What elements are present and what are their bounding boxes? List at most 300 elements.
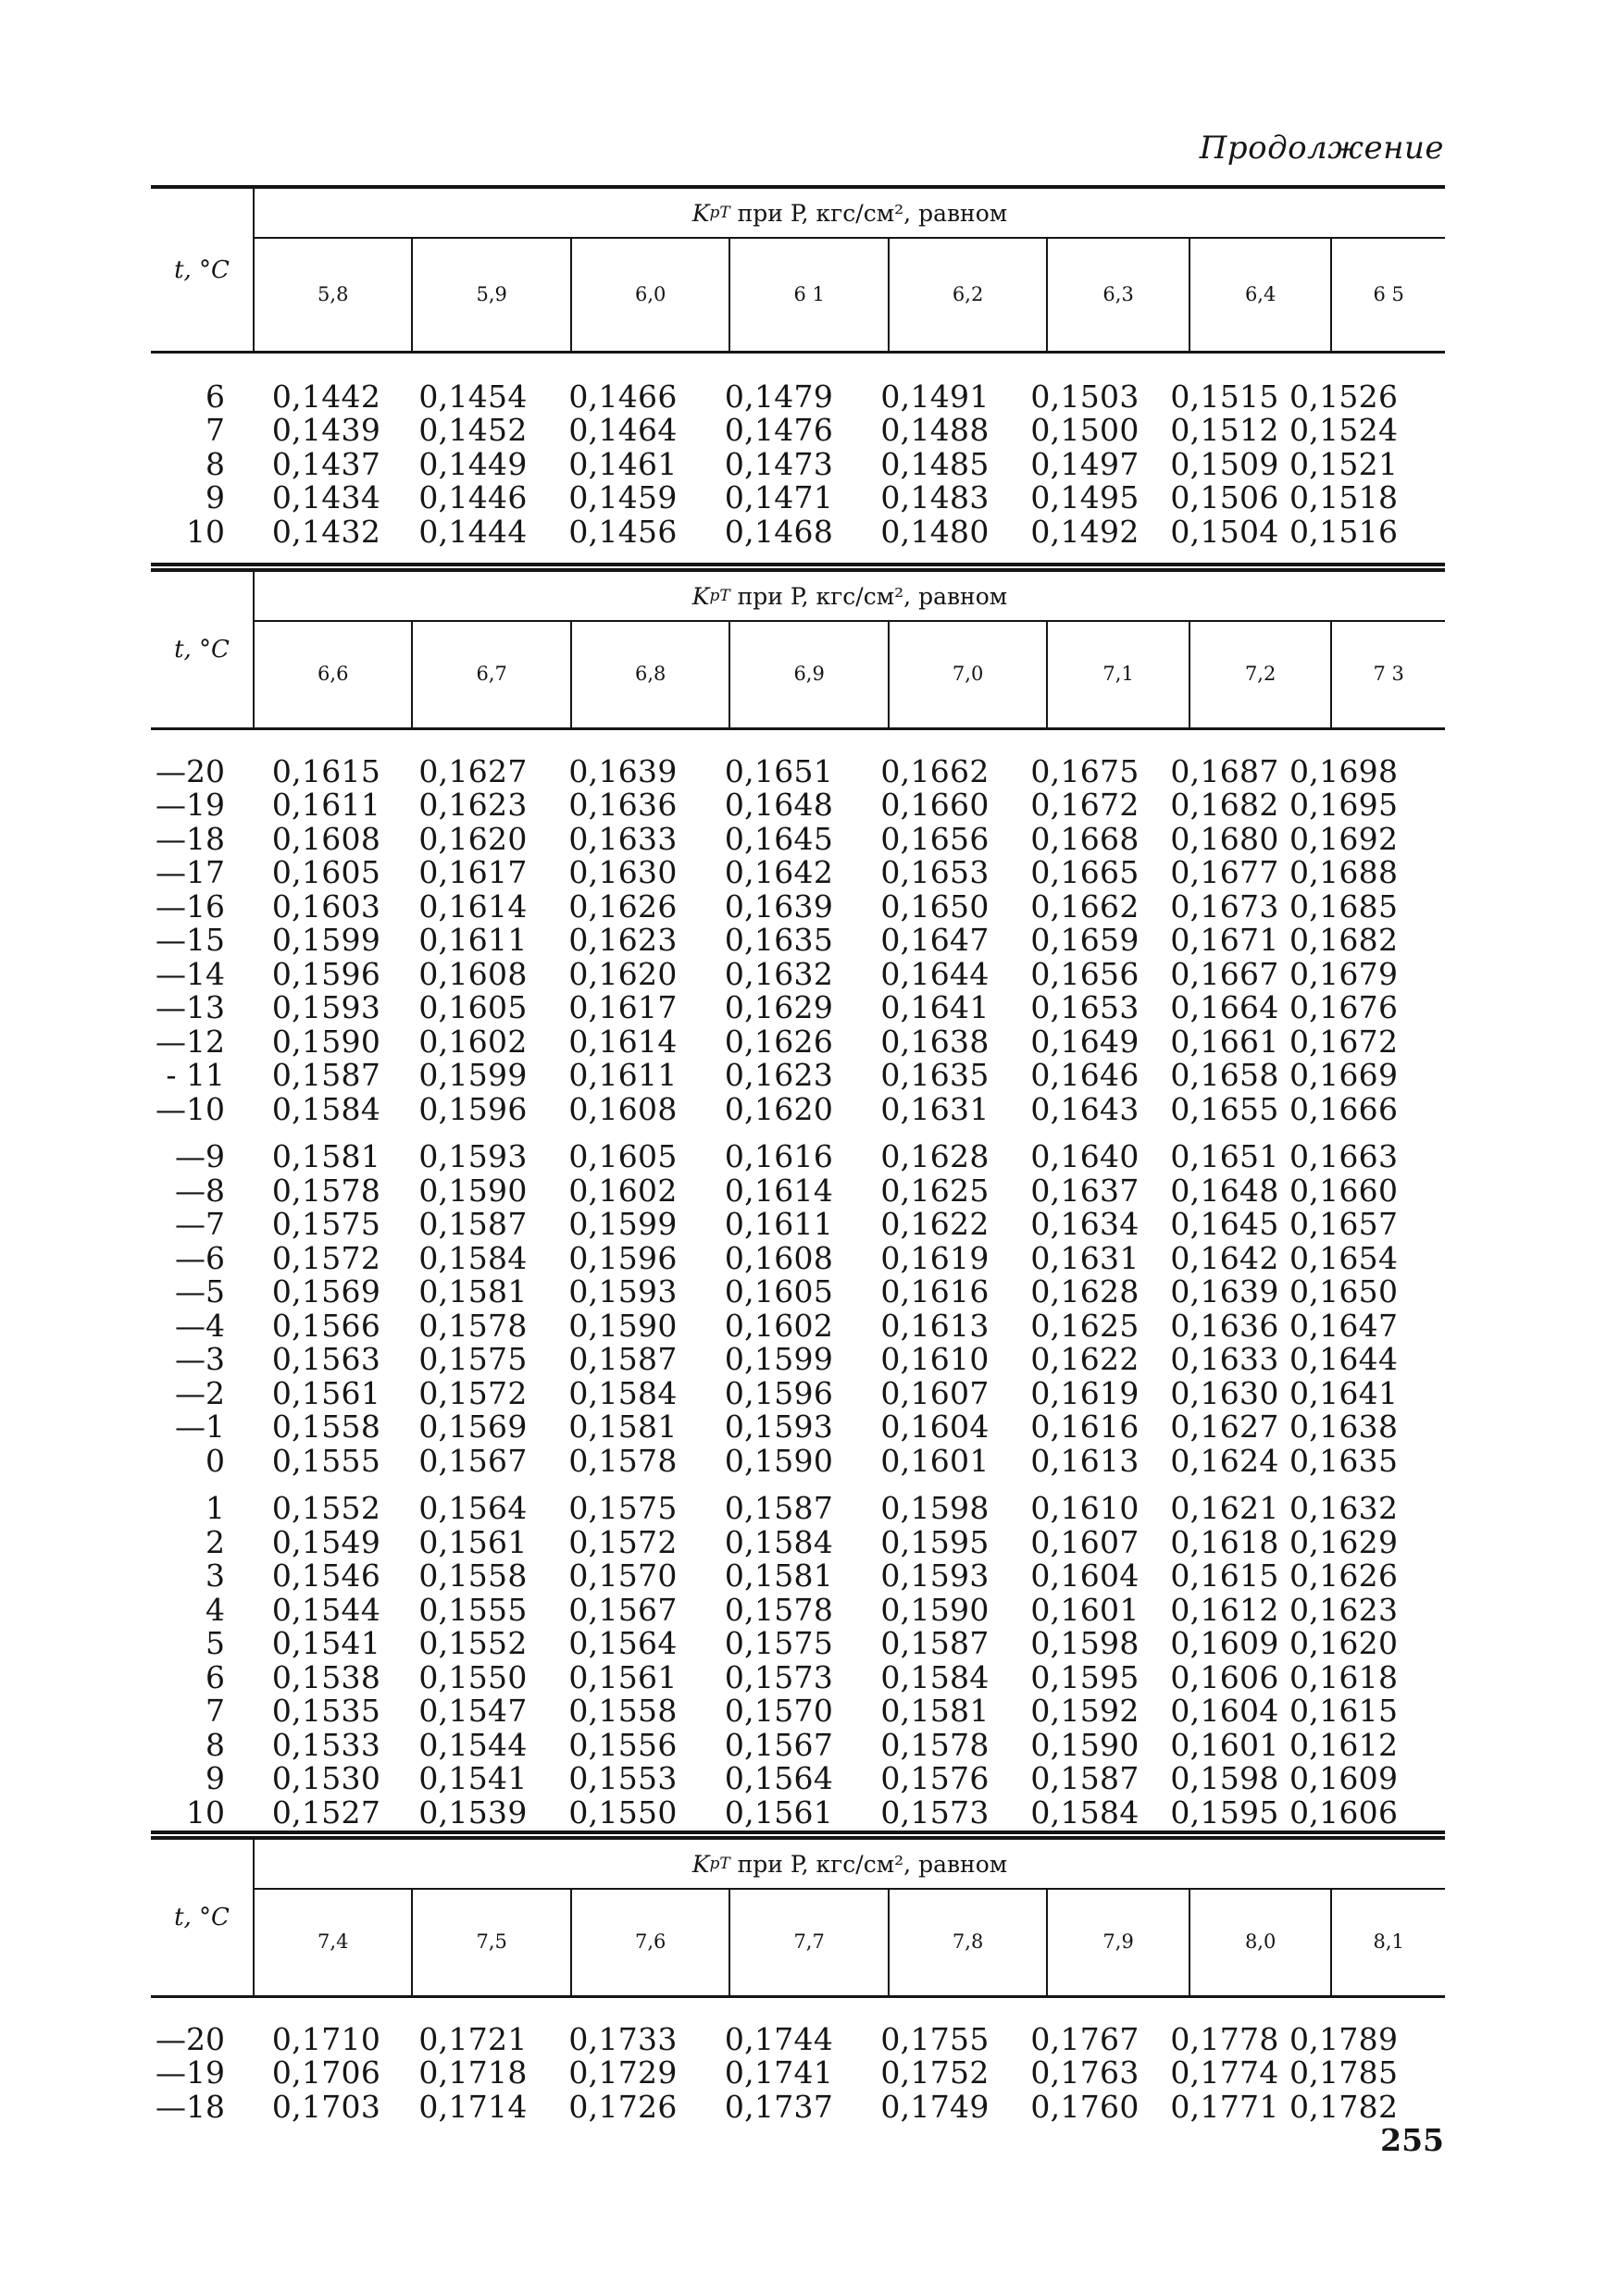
value-cell: 0,1512 [1170,412,1279,449]
table-row [151,788,1445,823]
temperature-cell: 6 [205,378,225,415]
value-cell: 0,1581 [724,1558,834,1595]
value-cell: 0,1578 [568,1442,678,1479]
value-cell: 0,1710 [271,2020,381,2057]
value-cell: 0,1550 [568,1793,678,1831]
value-cell: 0,1527 [271,1793,381,1831]
value-cell: 0,1604 [1170,1693,1279,1730]
value-cell: 0,1578 [418,1307,528,1344]
value-cell: 0,1497 [1030,445,1140,482]
temperature-cell: —5 [175,1273,225,1310]
temperature-cell: —19 [156,2054,225,2091]
temperature-cell: 7 [205,412,225,449]
value-cell: 0,1685 [1289,887,1399,925]
value-cell: 0,1434 [271,479,381,516]
value-cell: 0,1593 [271,989,381,1026]
value-cell: 0,1564 [724,1760,834,1797]
value-cell: 0,1578 [271,1172,381,1209]
value-cell: 0,1656 [1030,955,1140,992]
value-cell: 0,1606 [1170,1658,1279,1695]
value-cell: 0,1471 [724,479,834,516]
temperature-cell: —13 [156,989,225,1026]
value-cell: 0,1633 [1170,1341,1279,1378]
value-cell: 0,1558 [271,1409,381,1446]
table-row [151,1024,1445,1059]
value-cell: 0,1638 [880,1023,990,1060]
value-cell: 0,1688 [1289,854,1399,891]
value-cell: 0,1622 [880,1206,990,1243]
value-cell: 0,1518 [1289,479,1399,516]
table-row [151,1593,1445,1627]
value-cell: 0,1636 [1170,1307,1279,1344]
value-cell: 0,1570 [568,1558,678,1595]
value-cell: 0,1744 [724,2020,834,2057]
value-cell: 0,1564 [568,1625,678,1662]
value-cell: 0,1631 [880,1090,990,1127]
pressure-column-header: 6,0 [572,237,730,351]
value-cell: 0,1601 [1030,1591,1140,1628]
value-cell: 0,1590 [880,1591,990,1628]
temperature-cell: 0 [205,1442,225,1479]
value-cell: 0,1614 [724,1172,834,1209]
value-cell: 0,1535 [271,1693,381,1730]
value-cell: 0,1459 [568,479,678,516]
table-row [151,447,1445,481]
value-cell: 0,1611 [418,922,528,959]
value-cell: 0,1618 [1289,1658,1399,1695]
temperature-cell: 8 [205,445,225,482]
pressure-column-header: 6 1 [730,237,889,351]
value-cell: 0,1564 [418,1490,528,1527]
value-cell: 0,1578 [724,1591,834,1628]
value-cell: 0,1627 [1170,1409,1279,1446]
value-cell: 0,1587 [568,1341,678,1378]
value-cell: 0,1530 [271,1760,381,1797]
temperature-cell: —16 [156,887,225,925]
value-cell: 0,1637 [1030,1172,1140,1209]
value-cell: 0,1584 [271,1090,381,1127]
value-cell: 0,1679 [1289,955,1399,992]
table-row [151,515,1445,549]
temperature-cell: —12 [156,1023,225,1060]
value-cell: 0,1612 [1170,1591,1279,1628]
value-cell: 0,1593 [880,1558,990,1595]
value-cell: 0,1774 [1170,2054,1279,2091]
value-cell: 0,1606 [1289,1793,1399,1831]
pressure-column-header: 5,9 [413,237,571,351]
value-cell: 0,1657 [1289,1206,1399,1243]
value-cell: 0,1721 [418,2020,528,2057]
value-cell: 0,1593 [724,1409,834,1446]
value-cell: 0,1544 [271,1591,381,1628]
value-cell: 0,1636 [568,787,678,824]
value-cell: 0,1598 [880,1490,990,1527]
value-cell: 0,1613 [1030,1442,1140,1479]
table-row [151,1660,1445,1694]
value-cell: 0,1503 [1030,378,1140,415]
value-cell: 0,1538 [271,1658,381,1695]
value-cell: 0,1620 [568,955,678,992]
value-cell: 0,1611 [724,1206,834,1243]
value-cell: 0,1640 [1030,1138,1140,1175]
value-cell: 0,1616 [724,1138,834,1175]
value-cell: 0,1578 [880,1726,990,1763]
value-cell: 0,1566 [271,1307,381,1344]
value-cell: 0,1596 [418,1090,528,1127]
value-cell: 0,1666 [1289,1090,1399,1127]
table-row [151,1376,1445,1410]
value-cell: 0,1763 [1030,2054,1140,2091]
value-cell: 0,1612 [1289,1726,1399,1763]
value-cell: 0,1599 [724,1341,834,1378]
value-cell: 0,1642 [724,854,834,891]
value-cell: 0,1633 [568,820,678,857]
value-cell: 0,1473 [724,445,834,482]
table-header [151,1836,1445,1998]
value-cell: 0,1703 [271,2088,381,2125]
table-block [151,185,1445,354]
value-cell: 0,1598 [1170,1760,1279,1797]
value-cell: 0,1677 [1170,854,1279,891]
value-cell: 0,1563 [271,1341,381,1378]
table-row [151,856,1445,890]
temperature-cell: —15 [156,922,225,959]
value-cell: 0,1476 [724,412,834,449]
value-cell: 0,1561 [724,1793,834,1831]
table-row [151,957,1445,991]
value-cell: 0,1584 [418,1239,528,1276]
table-row [151,924,1445,958]
value-cell: 0,1628 [1030,1273,1140,1310]
pressure-column-header: 7 3 [1373,663,1404,685]
table-row [151,1795,1445,1830]
value-cell: 0,1634 [1030,1206,1140,1243]
value-cell: 0,1615 [1170,1558,1279,1595]
value-cell: 0,1610 [1030,1490,1140,1527]
value-cell: 0,1675 [1030,752,1140,789]
value-cell: 0,1617 [568,989,678,1026]
value-cell: 0,1644 [880,955,990,992]
table-bottom-rule [151,563,1445,566]
row-group [151,379,1445,549]
value-cell: 0,1628 [880,1138,990,1175]
table-body [151,2022,1445,2138]
table-header [151,185,1445,354]
value-cell: 0,1466 [568,378,678,415]
value-cell: 0,1572 [418,1374,528,1411]
value-cell: 0,1599 [418,1057,528,1094]
value-cell: 0,1672 [1030,787,1140,824]
temperature-cell: 5 [205,1625,225,1662]
value-cell: 0,1624 [1170,1442,1279,1479]
temperature-column-header: t, °C [151,1840,255,1995]
temperature-cell: 2 [205,1523,225,1560]
value-cell: 0,1590 [568,1307,678,1344]
value-cell: 0,1590 [271,1023,381,1060]
temperature-cell: 4 [205,1591,225,1628]
value-cell: 0,1629 [724,989,834,1026]
value-cell: 0,1665 [1030,854,1140,891]
pressure-column-header: 8,1 [1373,1930,1404,1953]
value-cell: 0,1682 [1170,787,1279,824]
value-cell: 0,1662 [1030,887,1140,925]
table-row [151,2090,1445,2124]
value-cell: 0,1629 [1289,1523,1399,1560]
value-cell: 0,1782 [1289,2088,1399,2125]
temperature-cell: —4 [175,1307,225,1344]
value-cell: 0,1635 [880,1057,990,1094]
value-cell: 0,1650 [880,887,990,925]
value-cell: 0,1605 [418,989,528,1026]
pressure-column-header: 6,7 [413,620,571,727]
pressure-column-header: 7,8 [890,1888,1048,1995]
table-row [151,1444,1445,1478]
value-cell: 0,1695 [1289,787,1399,824]
temperature-cell: —1 [175,1409,225,1446]
value-cell: 0,1439 [271,412,381,449]
value-cell: 0,1605 [568,1138,678,1175]
row-group [151,1492,1445,1830]
temperature-cell: —3 [175,1341,225,1378]
value-cell: 0,1599 [271,922,381,959]
value-cell: 0,1616 [880,1273,990,1310]
value-cell: 0,1596 [271,955,381,992]
table-header [151,568,1445,730]
table-row [151,1173,1445,1208]
temperature-cell: 9 [205,1760,225,1797]
value-cell: 0,1569 [418,1409,528,1446]
temperature-cell: - 11 [166,1057,225,1094]
value-cell: 0,1521 [1289,445,1399,482]
value-cell: 0,1651 [1170,1138,1279,1175]
temperature-cell: 7 [205,1693,225,1730]
temperature-cell: 6 [205,1658,225,1695]
value-cell: 0,1737 [724,2088,834,2125]
value-cell: 0,1488 [880,412,990,449]
value-cell: 0,1623 [724,1057,834,1094]
value-cell: 0,1607 [880,1374,990,1411]
temperature-cell: 9 [205,479,225,516]
value-cell: 0,1648 [724,787,834,824]
value-cell: 0,1509 [1170,445,1279,482]
value-cell: 0,1456 [568,513,678,550]
table-row [151,2022,1445,2056]
value-cell: 0,1649 [1030,1023,1140,1060]
value-cell: 0,1558 [568,1693,678,1730]
value-cell: 0,1752 [880,2054,990,2091]
pressure-column-header: 6,8 [572,620,730,727]
value-cell: 0,1515 [1170,378,1279,415]
value-cell: 0,1461 [568,445,678,482]
value-cell: 0,1584 [724,1523,834,1560]
value-cell: 0,1599 [568,1206,678,1243]
value-cell: 0,1601 [1170,1726,1279,1763]
value-cell: 0,1778 [1170,2020,1279,2057]
value-cell: 0,1446 [418,479,528,516]
temperature-column-header: t, °C [151,189,255,351]
value-cell: 0,1641 [880,989,990,1026]
value-cell: 0,1749 [880,2088,990,2125]
value-cell: 0,1613 [880,1307,990,1344]
table-row [151,754,1445,788]
table-row [151,1762,1445,1796]
table-row [151,414,1445,448]
value-cell: 0,1647 [1289,1307,1399,1344]
value-cell: 0,1552 [418,1625,528,1662]
table-row [151,1275,1445,1309]
value-cell: 0,1567 [418,1442,528,1479]
value-cell: 0,1584 [1030,1793,1140,1831]
value-cell: 0,1547 [418,1693,528,1730]
value-cell: 0,1614 [568,1023,678,1060]
value-cell: 0,1567 [568,1591,678,1628]
value-cell: 0,1604 [1030,1558,1140,1595]
value-cell: 0,1590 [1030,1726,1140,1763]
value-cell: 0,1664 [1170,989,1279,1026]
value-cell: 0,1645 [1170,1206,1279,1243]
pressure-group-header: K pT при P, кгс/см², равном [255,1840,1445,1890]
pressure-column-header: 7,5 [413,1888,571,1995]
value-cell: 0,1544 [418,1726,528,1763]
value-cell: 0,1653 [880,854,990,891]
value-cell: 0,1611 [271,787,381,824]
value-cell: 0,1648 [1170,1172,1279,1209]
value-cell: 0,1526 [1289,378,1399,415]
temperature-cell: 10 [186,1793,225,1831]
value-cell: 0,1669 [1289,1057,1399,1094]
value-cell: 0,1623 [568,922,678,959]
value-cell: 0,1541 [271,1625,381,1662]
value-cell: 0,1643 [1030,1090,1140,1127]
value-cell: 0,1552 [271,1490,381,1527]
value-cell: 0,1602 [724,1307,834,1344]
temperature-cell: —2 [175,1374,225,1411]
value-cell: 0,1506 [1170,479,1279,516]
value-cell: 0,1644 [1289,1341,1399,1378]
value-cell: 0,1500 [1030,412,1140,449]
value-cell: 0,1609 [1289,1760,1399,1797]
table-body [151,379,1445,563]
table-block [151,568,1445,730]
value-cell: 0,1655 [1170,1090,1279,1127]
value-cell: 0,1621 [1170,1490,1279,1527]
value-cell: 0,1464 [568,412,678,449]
value-cell: 0,1581 [568,1409,678,1446]
value-cell: 0,1590 [724,1442,834,1479]
value-cell: 0,1587 [1030,1760,1140,1797]
value-cell: 0,1676 [1289,989,1399,1026]
value-cell: 0,1672 [1289,1023,1399,1060]
value-cell: 0,1626 [568,887,678,925]
value-cell: 0,1632 [1289,1490,1399,1527]
value-cell: 0,1658 [1170,1057,1279,1094]
value-cell: 0,1639 [1170,1273,1279,1310]
table-body [151,754,1445,1843]
value-cell: 0,1432 [271,513,381,550]
pressure-column-header: 7,0 [890,620,1048,727]
value-cell: 0,1596 [568,1239,678,1276]
value-cell: 0,1546 [271,1558,381,1595]
value-cell: 0,1646 [1030,1057,1140,1094]
table-row [151,379,1445,414]
temperature-cell: 1 [205,1490,225,1527]
value-cell: 0,1698 [1289,752,1399,789]
value-cell: 0,1653 [1030,989,1140,1026]
pressure-column-header: 7,2 [1190,620,1333,727]
table-row [151,481,1445,515]
value-cell: 0,1668 [1030,820,1140,857]
value-cell: 0,1627 [418,752,528,789]
pressure-column-header: 8,0 [1190,1888,1333,1995]
value-cell: 0,1516 [1289,513,1399,550]
temperature-cell: —18 [156,820,225,857]
table-block [151,1836,1445,1998]
value-cell: 0,1663 [1289,1138,1399,1175]
value-cell: 0,1639 [568,752,678,789]
table-row [151,1410,1445,1445]
value-cell: 0,1608 [418,955,528,992]
value-cell: 0,1760 [1030,2088,1140,2125]
value-cell: 0,1608 [568,1090,678,1127]
value-cell: 0,1639 [724,887,834,925]
table-row [151,1343,1445,1377]
table-row [151,991,1445,1025]
value-cell: 0,1595 [1170,1793,1279,1831]
value-cell: 0,1604 [880,1409,990,1446]
table-row [151,1728,1445,1762]
temperature-cell: —18 [156,2088,225,2125]
pressure-column-header: 6 5 [1373,282,1404,305]
value-cell: 0,1733 [568,2020,678,2057]
value-cell: 0,1615 [1289,1693,1399,1730]
pressure-column-header: 7,6 [572,1888,730,1995]
value-cell: 0,1630 [1170,1374,1279,1411]
value-cell: 0,1641 [1289,1374,1399,1411]
value-cell: 0,1619 [880,1239,990,1276]
value-cell: 0,1437 [271,445,381,482]
value-cell: 0,1638 [1289,1409,1399,1446]
value-cell: 0,1622 [1030,1341,1140,1378]
table-bottom-rule [151,1831,1445,1834]
value-cell: 0,1660 [880,787,990,824]
value-cell: 0,1659 [1030,922,1140,959]
value-cell: 0,1587 [880,1625,990,1662]
value-cell: 0,1541 [418,1760,528,1797]
value-cell: 0,1682 [1289,922,1399,959]
value-cell: 0,1661 [1170,1023,1279,1060]
value-cell: 0,1656 [880,820,990,857]
value-cell: 0,1595 [1030,1658,1140,1695]
value-cell: 0,1620 [724,1090,834,1127]
table-row [151,889,1445,924]
table-row [151,1092,1445,1126]
temperature-cell: —20 [156,752,225,789]
value-cell: 0,1575 [418,1341,528,1378]
table-row [151,2056,1445,2091]
value-cell: 0,1581 [418,1273,528,1310]
value-cell: 0,1654 [1289,1239,1399,1276]
value-cell: 0,1598 [1030,1625,1140,1662]
value-cell: 0,1608 [271,820,381,857]
value-cell: 0,1539 [418,1793,528,1831]
value-cell: 0,1625 [880,1172,990,1209]
value-cell: 0,1550 [418,1658,528,1695]
temperature-cell: —9 [175,1138,225,1175]
value-cell: 0,1609 [1170,1625,1279,1662]
pressure-group-header: K pT при P, кгс/см², равном [255,572,1445,622]
value-cell: 0,1771 [1170,2088,1279,2125]
value-cell: 0,1625 [1030,1307,1140,1344]
